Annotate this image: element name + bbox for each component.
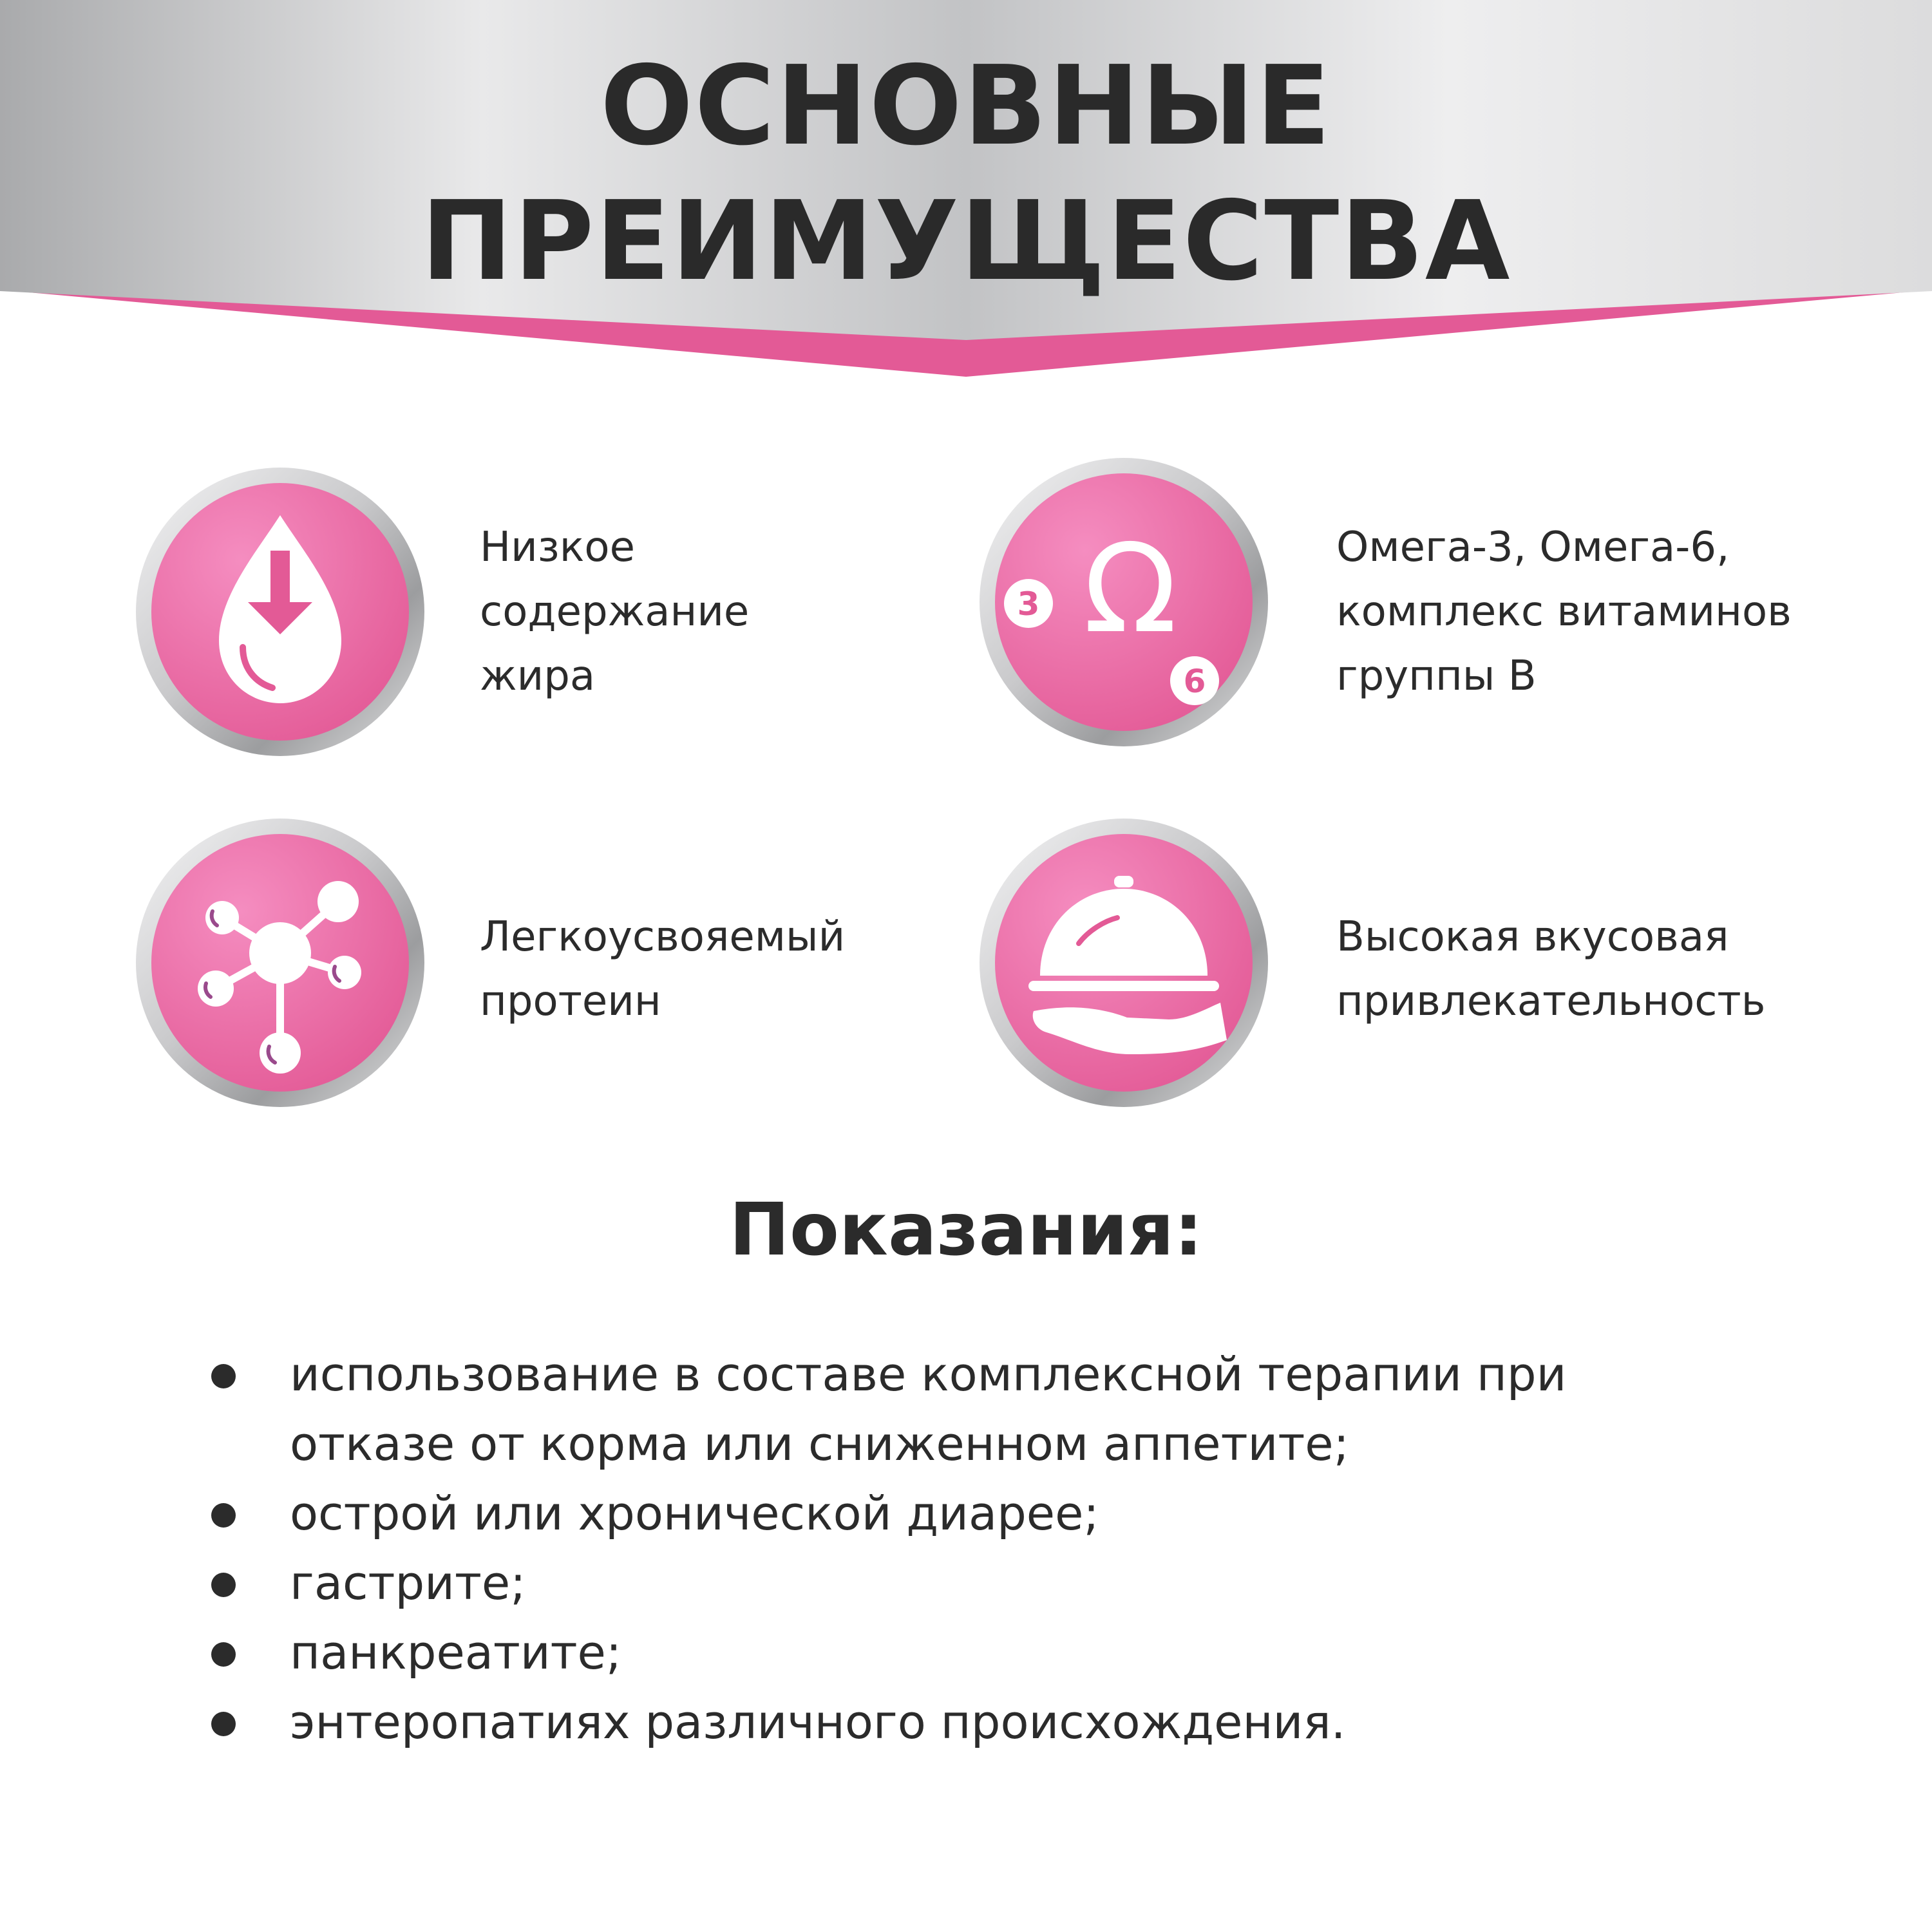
feature-line: содержание [480, 588, 750, 636]
badge-palatability [976, 815, 1272, 1111]
list-item-line: панкреатите; [290, 1625, 622, 1680]
feature-line: привлекательность [1336, 978, 1766, 1025]
badge-omega [976, 454, 1272, 750]
omega-3-number: 3 [1017, 585, 1040, 623]
bullet-icon [211, 1642, 236, 1667]
list-item-line: энтеропатиях различного происхождения. [290, 1695, 1346, 1749]
feature-line: протеин [480, 978, 661, 1025]
list-item [290, 1479, 1099, 1548]
list-item [290, 1340, 1566, 1479]
bullet-icon [211, 1573, 236, 1597]
feature-line: комплекс витаминов [1336, 588, 1792, 636]
title-line-2: ПРЕИМУЩЕСТВА [421, 178, 1511, 305]
feature-omega-text [1336, 515, 1792, 708]
page-title [0, 39, 1932, 309]
bullet-icon [211, 1364, 236, 1388]
title-line-1: ОСНОВНЫЕ [600, 43, 1332, 170]
feature-palatability-text [1336, 905, 1765, 1034]
list-item [290, 1618, 621, 1687]
list-item [290, 1548, 526, 1618]
list-item-line: гастрите; [290, 1556, 526, 1610]
feature-line: группы В [1336, 652, 1537, 700]
bullet-icon [211, 1712, 236, 1736]
list-item-line: использование в составе комплексной терапии при [290, 1347, 1567, 1401]
feature-line: Высокая вкусовая [1336, 913, 1729, 961]
badge-protein [132, 815, 428, 1111]
badge-low-fat [132, 464, 428, 760]
feature-low-fat-text [480, 515, 749, 708]
list-item-line: острой или хронической диарее; [290, 1486, 1099, 1540]
feature-line: жира [480, 652, 596, 700]
feature-line: Омега-3, Омега-6, [1336, 524, 1730, 571]
feature-protein-text [480, 905, 845, 1034]
omega-6-number: 6 [1183, 663, 1206, 700]
bullet-icon [211, 1503, 236, 1528]
list-item-line: отказе от корма или сниженном аппетите; [290, 1417, 1349, 1471]
feature-line: Легкоусвояемый [480, 913, 846, 961]
indications-title: Показания: [729, 1188, 1203, 1272]
list-item [290, 1687, 1346, 1757]
feature-line: Низкое [480, 524, 635, 571]
svg-text:Ω: Ω [1083, 518, 1177, 660]
